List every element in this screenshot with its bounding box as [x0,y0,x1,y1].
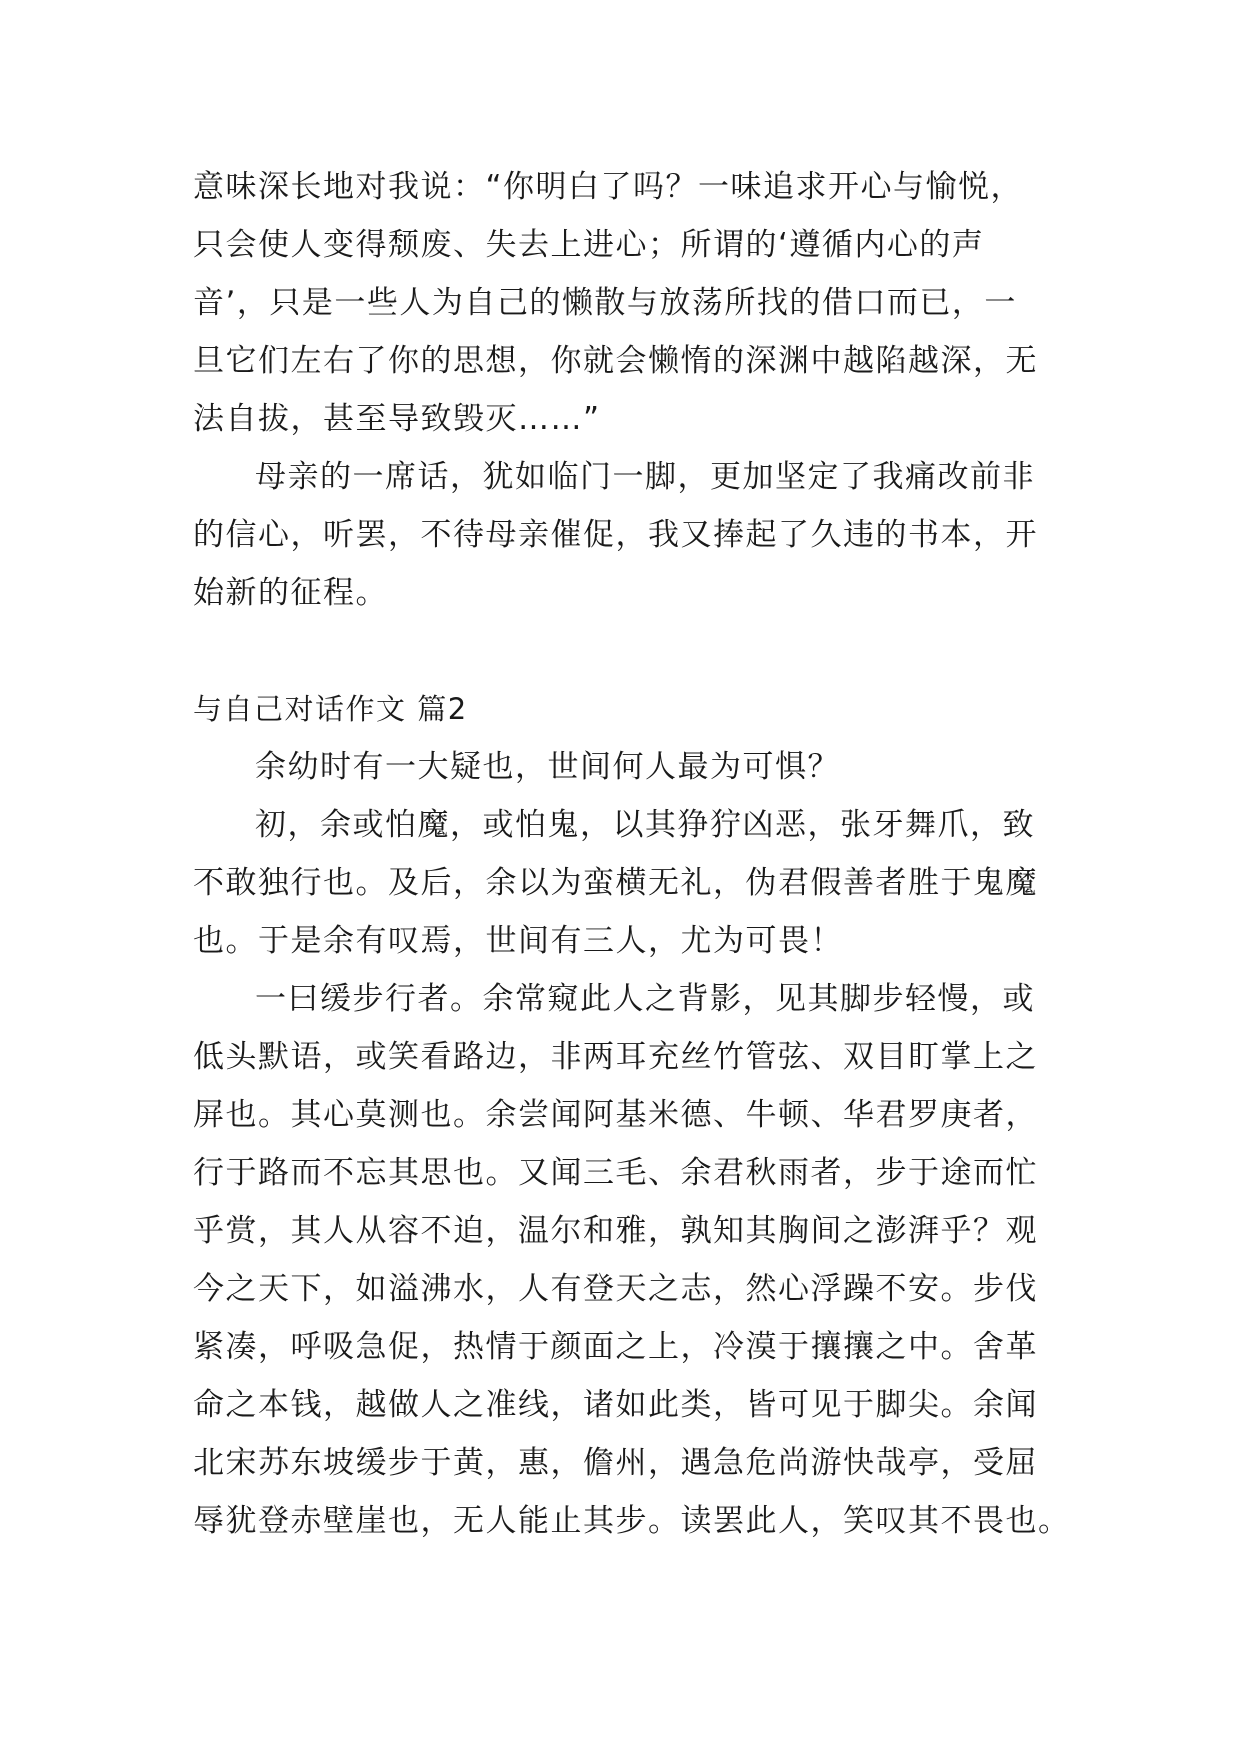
text-line: 法自拔，甚至导致毁灭……” [193,401,601,437]
text-line: 今之天下，如溢沸水，人有登天之志，然心浮躁不安。步伐 [193,1271,1038,1307]
text-line: 旦它们左右了你的思想，你就会懒惰的深渊中越陷越深，无 [193,343,1038,379]
text-line: 辱犹登赤壁崖也，无人能止其步。读罢此人，笑叹其不畏也。 [193,1503,1071,1539]
text-line: 命之本钱，越做人之准线，诸如此类，皆可见于脚尖。余闻 [193,1387,1038,1423]
paragraph-question [193,738,1053,796]
text-line: 音’，只是一些人为自己的懒散与放荡所找的借口而已，一 [193,285,1017,321]
text-line: 母亲的一席话，犹如临门一脚，更加坚定了我痛改前非 [255,459,1035,495]
paragraph-fear [193,796,1053,970]
text-line: 低头默语，或笑看路边，非两耳充丝竹管弦、双目盯掌上之 [193,1039,1038,1075]
text-line: 初，余或怕魔，或怕鬼，以其狰狞凶恶，张牙舞爪，致 [255,807,1035,843]
paragraph-mother-words [193,448,1053,622]
text-line: 余幼时有一大疑也，世间何人最为可惧？ [255,749,840,785]
paragraph-slow-walker [193,970,1071,1550]
text-line: 紧凑，呼吸急促，热情于颜面之上，冷漠于攘攘之中。舍革 [193,1329,1038,1365]
text-line: 只会使人变得颓废、失去上进心；所谓的‘遵循内心的声 [193,227,985,263]
text-line: 意味深长地对我说：“你明白了吗？一味追求开心与愉悦， [193,169,1024,205]
text-line: 也。于是余有叹焉，世间有三人，尤为可畏！ [193,923,843,959]
document-page [193,158,1071,1550]
text-line: 行于路而不忘其思也。又闻三毛、余君秋雨者，步于途而忙 [193,1155,1038,1191]
text-line: 乎赏，其人从容不迫，温尔和雅，孰知其胸间之澎湃乎？观 [193,1213,1038,1249]
section-spacer [193,622,1053,680]
text-line: 始新的征程。 [193,575,388,611]
text-line: 屏也。其心莫测也。余尝闻阿基米德、牛顿、华君罗庚者， [193,1097,1038,1133]
text-line: 的信心，听罢，不待母亲催促，我又捧起了久违的书本，开 [193,517,1038,553]
section-heading: 与自己对话作文 篇2 [193,692,468,726]
text-line: 不敢独行也。及后，余以为蛮横无礼，伪君假善者胜于鬼魔 [193,865,1038,901]
text-line: 北宋苏东坡缓步于黄，惠，儋州，遇急危尚游快哉亭，受屈 [193,1445,1038,1481]
paragraph-continuation [193,158,1053,448]
text-line: 一曰缓步行者。余常窥此人之背影，见其脚步轻慢，或 [255,981,1035,1017]
